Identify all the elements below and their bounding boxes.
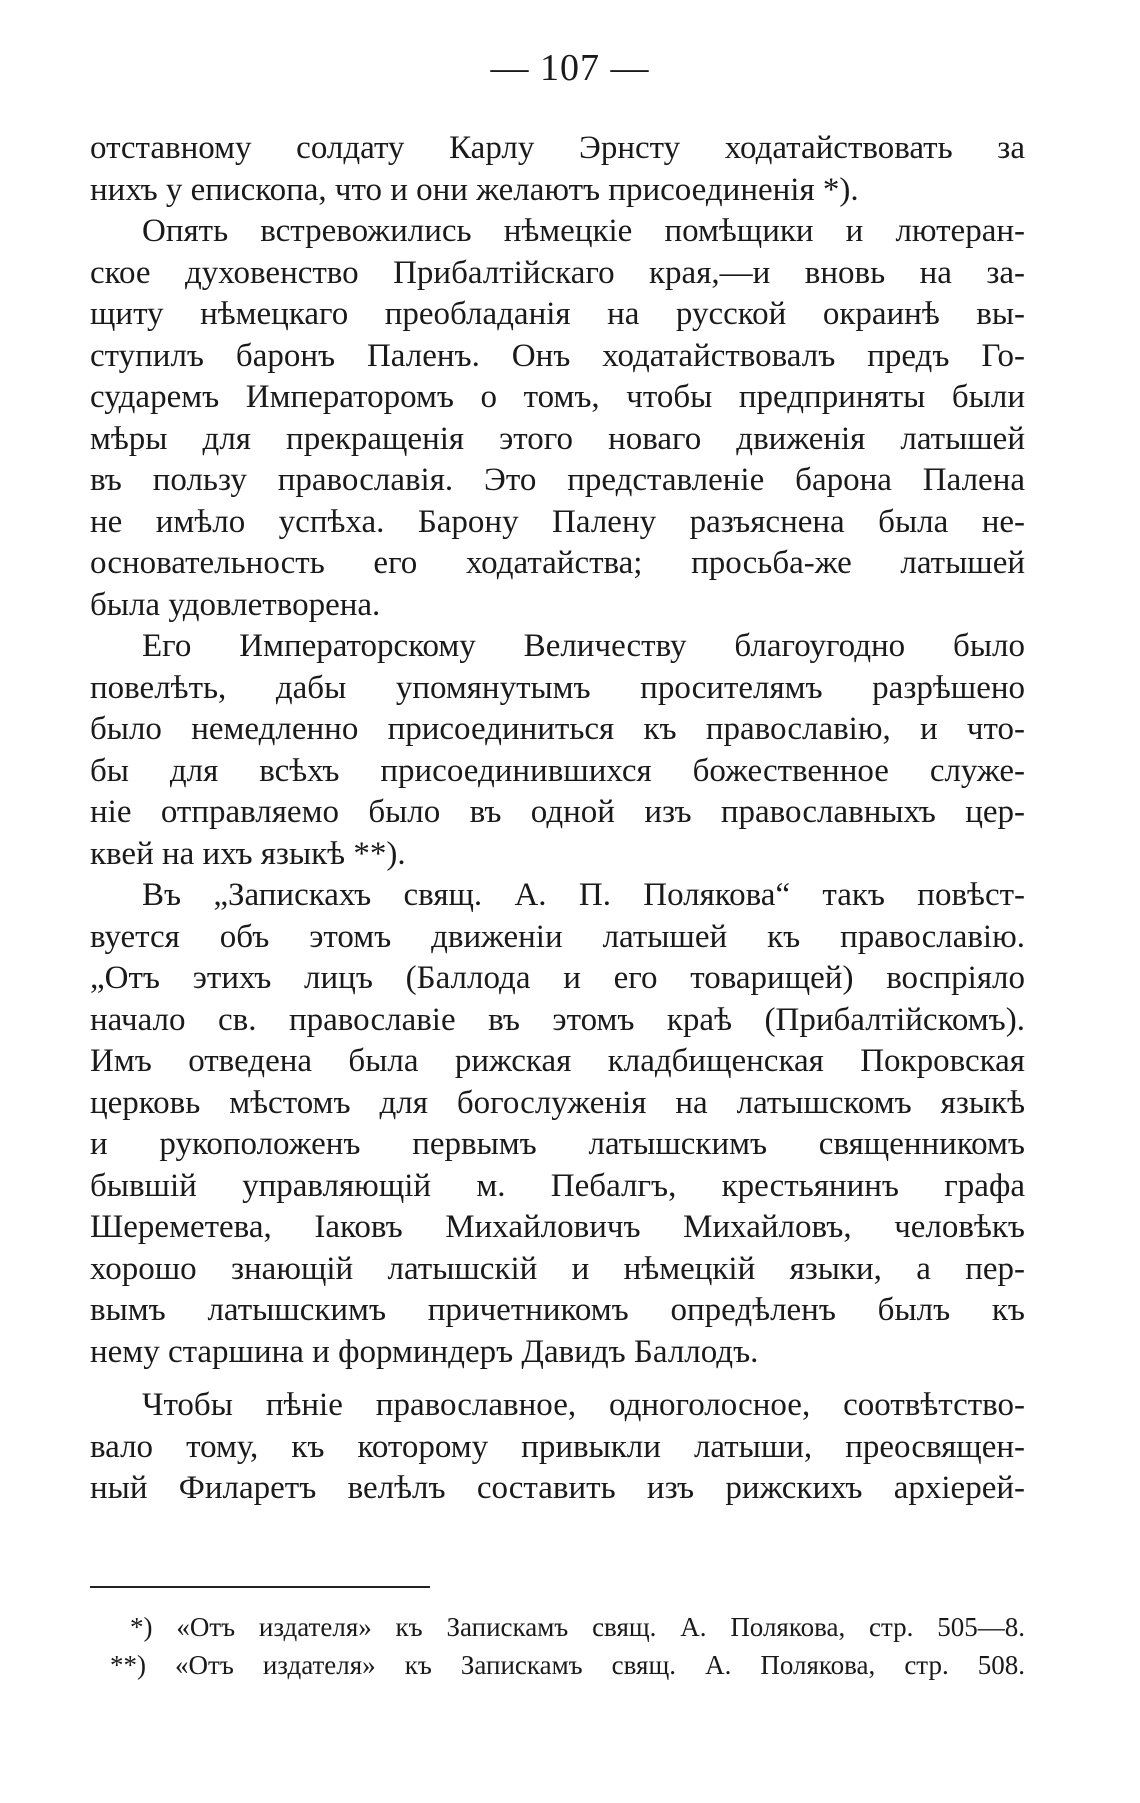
text-line: хорошо знающій латышскій и нѣмецкій языки, а пер-	[90, 1250, 1025, 1287]
text-line: бывшій управляющій м. Пебалгъ, крестьянинъ графа	[90, 1167, 1025, 1204]
paragraph-3	[90, 626, 1025, 875]
text-line: была удовлетворена.	[90, 586, 381, 623]
text-line: церковь мѣстомъ для богослуженія на латышскомъ языкѣ	[90, 1084, 1025, 1121]
text-line: и рукоположенъ первымъ латышскимъ священникомъ	[90, 1126, 1025, 1162]
text-line: Шереметева, Іаковъ Михайловичъ Михайловъ, человѣкъ	[90, 1209, 1025, 1245]
text-line: вуется объ этомъ движеніи латышей къ православію.	[90, 918, 1025, 955]
paragraph-2	[90, 211, 1025, 626]
text-line: Имъ отведена была рижская кладбищенская Покровская	[90, 1043, 1025, 1079]
footnote-divider	[90, 1586, 430, 1588]
text-line: „Отъ этихъ лицъ (Баллода и его товарищей) воспріяло	[90, 960, 1025, 996]
text-line: вало тому, къ которому привыкли латыши, преосвящен-	[90, 1428, 1025, 1465]
text-line: нихъ у епископа, что и они желаютъ присоединенія *).	[90, 171, 859, 208]
text-line: Его Императорскому Величеству благоугодно было	[142, 628, 1025, 664]
paragraph-5	[90, 1385, 1025, 1510]
text-line: щиту нѣмецкаго преобладанія на русской окраинѣ вы-	[90, 296, 1025, 332]
text-line: повелѣть, дабы упомянутымъ просителямъ разрѣшено	[90, 669, 1025, 706]
footnotes	[110, 1608, 1025, 1684]
text-line: ступилъ баронъ Паленъ. Онъ ходатайствовалъ предъ Го-	[90, 337, 1025, 374]
text-line: ское духовенство Прибалтійскаго края,—и вновь на за-	[90, 254, 1025, 291]
text-line: было немедленно присоединиться къ православію, и что-	[90, 711, 1025, 747]
footnote-1: *) «Отъ издателя» къ Запискамъ свящ. А. Полякова, стр. 505—8.	[130, 1612, 1025, 1642]
text-line: отставному солдату Карлу Эрнсту ходатайствовать за	[90, 130, 1025, 166]
text-line: мѣры для прекращенія этого новаго движенія латышей	[90, 420, 1025, 457]
text-line: Въ „Запискахъ свящ. А. П. Полякова“ такъ повѣст-	[142, 877, 1025, 913]
text-line: сударемъ Императоромъ о томъ, чтобы предприняты были	[90, 379, 1025, 415]
text-line: квей на ихъ языкѣ **).	[90, 835, 406, 872]
text-line: вымъ латышскимъ причетникомъ опредѣленъ былъ къ	[90, 1292, 1025, 1328]
text-line: Чтобы пѣніе православное, одноголосное, соотвѣтство-	[142, 1387, 1025, 1423]
page-number: — 107 —	[490, 47, 650, 89]
body-text	[90, 128, 1025, 1510]
text-line: ный Филаретъ велѣлъ составить изъ рижскихъ архіерей-	[90, 1470, 1025, 1506]
paragraph-1	[90, 128, 1025, 211]
text-line: ніе отправляемо было въ одной изъ православныхъ цер-	[90, 794, 1025, 830]
text-line: начало св. православіе въ этомъ краѣ (Прибалтійскомъ).	[90, 1001, 1025, 1038]
text-line: основательность его ходатайства; просьба-же латышей	[90, 545, 1025, 581]
text-line: бы для всѣхъ присоединившихся божественное служе-	[90, 752, 1025, 789]
text-line: не имѣло успѣха. Барону Палену разъяснена была не-	[90, 503, 1025, 540]
paragraph-4	[90, 875, 1025, 1373]
text-line: въ пользу православія. Это представленіе барона Палена	[90, 462, 1025, 498]
text-line: Опять встревожились нѣмецкіе помѣщики и лютеран-	[142, 213, 1025, 249]
footnote-2: **) «Отъ издателя» къ Запискамъ свящ. А. Полякова, стр. 508.	[110, 1650, 1025, 1680]
text-line: нему старшина и форминдеръ Давидъ Баллодъ.	[90, 1333, 759, 1370]
